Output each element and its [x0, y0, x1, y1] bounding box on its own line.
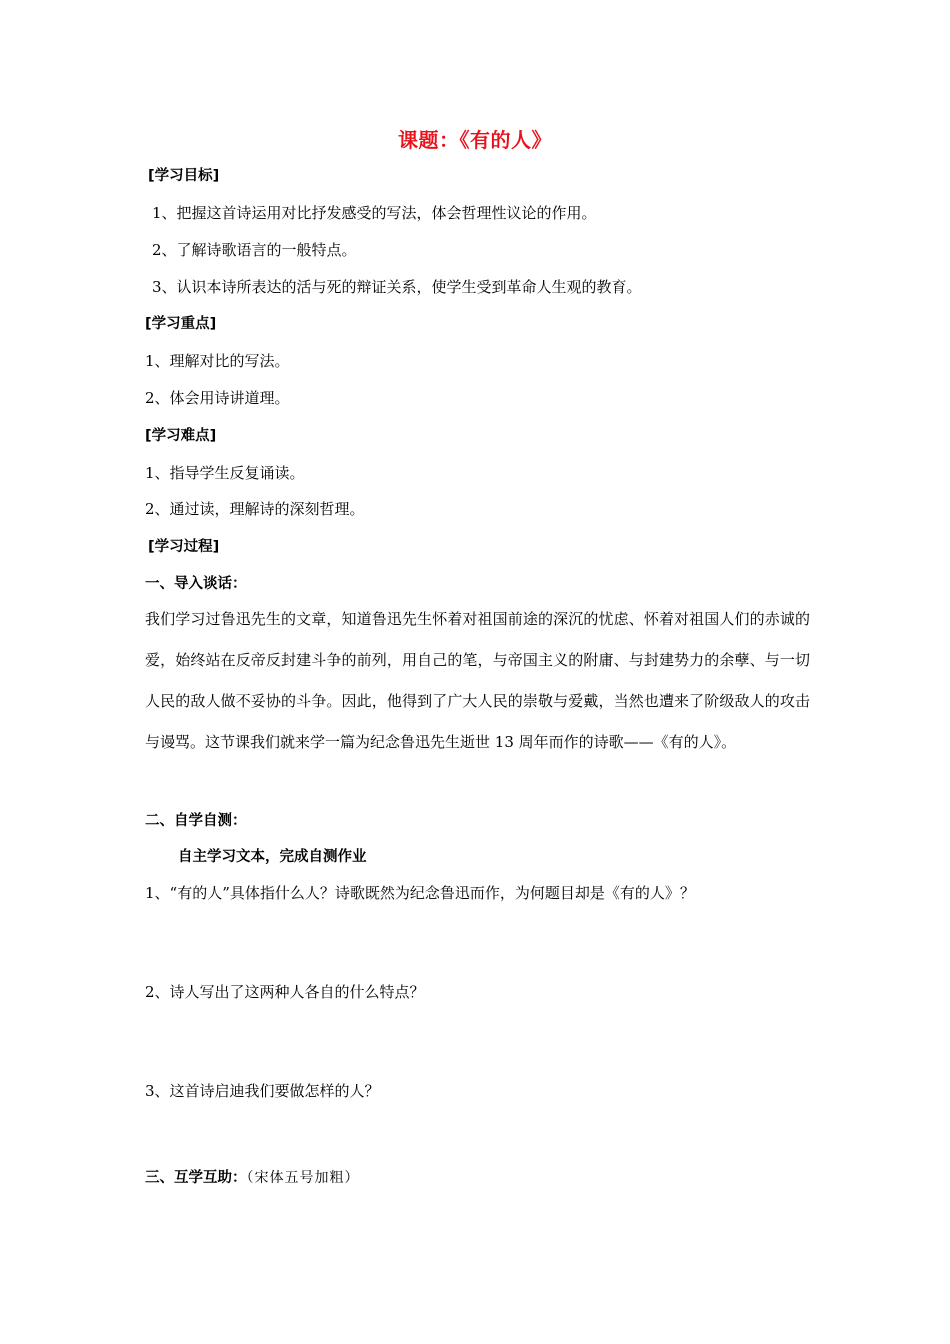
difficulty-item: 1、指导学生反复诵读。 — [145, 464, 305, 482]
key-point-item: 2、体会用诗讲道理。 — [145, 389, 290, 407]
question-item: 1、“有的人”具体指什么人？诗歌既然为纪念鲁迅而作，为何题目却是《有的人》？ — [145, 884, 695, 902]
section-3-note: （宋体五号加粗） — [246, 1170, 360, 1186]
section-2-heading: 二、自学自测： — [145, 813, 247, 829]
section-3-heading: 三、互学互助： — [145, 1170, 247, 1186]
difficulties-heading: [学习难点] — [145, 428, 217, 444]
key-point-item: 1、理解对比的写法。 — [145, 352, 290, 370]
difficulty-item: 2、通过读，理解诗的深刻哲理。 — [145, 500, 365, 518]
objective-item: 2、了解诗歌语言的一般特点。 — [152, 241, 357, 259]
question-item: 2、诗人写出了这两种人各自的什么特点？ — [145, 983, 425, 1001]
section-3-line — [145, 1167, 360, 1188]
objective-item: 3、认识本诗所表达的活与死的辩证关系，使学生受到革命人生观的教育。 — [152, 278, 642, 296]
objectives-heading: [学习目标] — [148, 168, 220, 184]
question-item: 3、这首诗启迪我们要做怎样的人？ — [145, 1082, 380, 1100]
intro-paragraph: 我们学习过鲁迅先生的文章，知道鲁迅先生怀着对祖国前途的深沉的忧虑、怀着对祖国人们的赤诚的爱，始终站在反帝反封建斗争的前列，用自己的笔，与帝国主义的附庸、与封建势力的余孽、与一切人民的敌人做不妥协的斗争。因此，他得到了广大人民的崇敬与爱戴，当然也遭来了阶级敌人的攻击与谩骂。这节课我们就来学一篇为纪念鲁迅先生逝世 13 周年而作的诗歌——《有的人》。 — [145, 610, 810, 751]
page-title: 课题：《有的人》 — [398, 128, 552, 152]
section-1-heading: 一、导入谈话： — [145, 576, 247, 592]
section-2-subheading: 自主学习文本，完成自测作业 — [178, 849, 367, 865]
objective-item: 1、把握这首诗运用对比抒发感受的写法，体会哲理性议论的作用。 — [152, 204, 597, 222]
key-points-heading: [学习重点] — [145, 316, 217, 332]
process-heading: [学习过程] — [148, 539, 220, 555]
